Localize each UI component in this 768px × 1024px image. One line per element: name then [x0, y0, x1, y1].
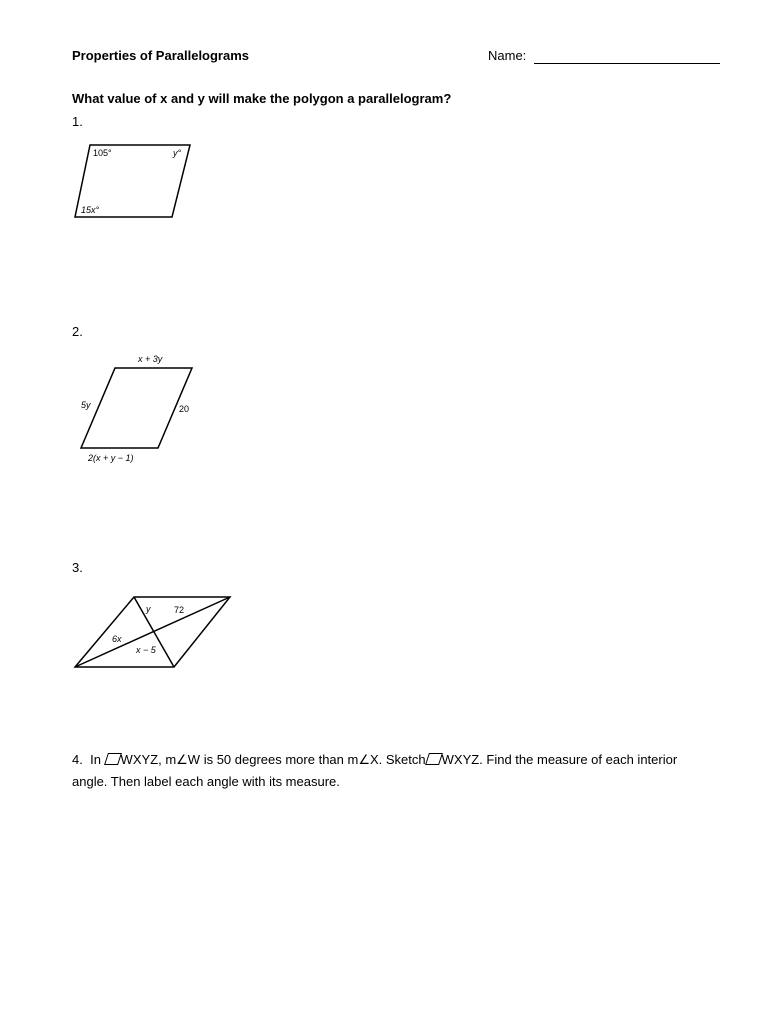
- problem-4-part3: WXYZ. Find the measure of each interior angle. Then label each angle with its measure.: [72, 752, 678, 789]
- parallelogram-2: [81, 368, 192, 448]
- side-top-label: x + 3y: [138, 354, 163, 364]
- segment-x-minus-5-label: x − 5: [136, 645, 156, 655]
- side-bottom-label: 2(x + y − 1): [88, 453, 134, 463]
- segment-72-label: 72: [174, 605, 185, 615]
- problem-4-number: 4.: [72, 752, 83, 767]
- angle-y-label: y°: [173, 148, 182, 158]
- problem-3-number: 3.: [72, 560, 83, 575]
- side-left-label: 5y: [81, 400, 91, 410]
- problem-4-text: [72, 749, 712, 793]
- page-title: Properties of Parallelograms: [72, 48, 250, 63]
- problem-2-figure: [75, 350, 205, 470]
- name-label: Name:: [488, 48, 527, 63]
- problem-3-figure: [70, 590, 240, 675]
- problem-2-number: 2.: [72, 324, 83, 339]
- angle-15x-label: 15x°: [81, 205, 100, 215]
- diagonal-2: [75, 597, 230, 667]
- side-right-label: 20: [179, 404, 190, 414]
- segment-6x-label: 6x: [112, 634, 122, 644]
- problem-1-figure: [70, 140, 200, 224]
- segment-y-label: y: [146, 604, 151, 614]
- angle-105-label: 105°: [93, 148, 112, 158]
- problem-1-number: 1.: [72, 114, 83, 129]
- problem-4-part2: WXYZ, m∠W is 50 degrees more than m∠X. Sketch: [120, 752, 426, 767]
- parallelogram-symbol-icon: [425, 753, 443, 765]
- parallelogram-symbol-icon: [104, 753, 122, 765]
- name-blank-line: [534, 63, 720, 64]
- problem-4-part1: In: [90, 752, 105, 767]
- instructions: What value of x and y will make the polygon a parallelogram?: [72, 91, 452, 106]
